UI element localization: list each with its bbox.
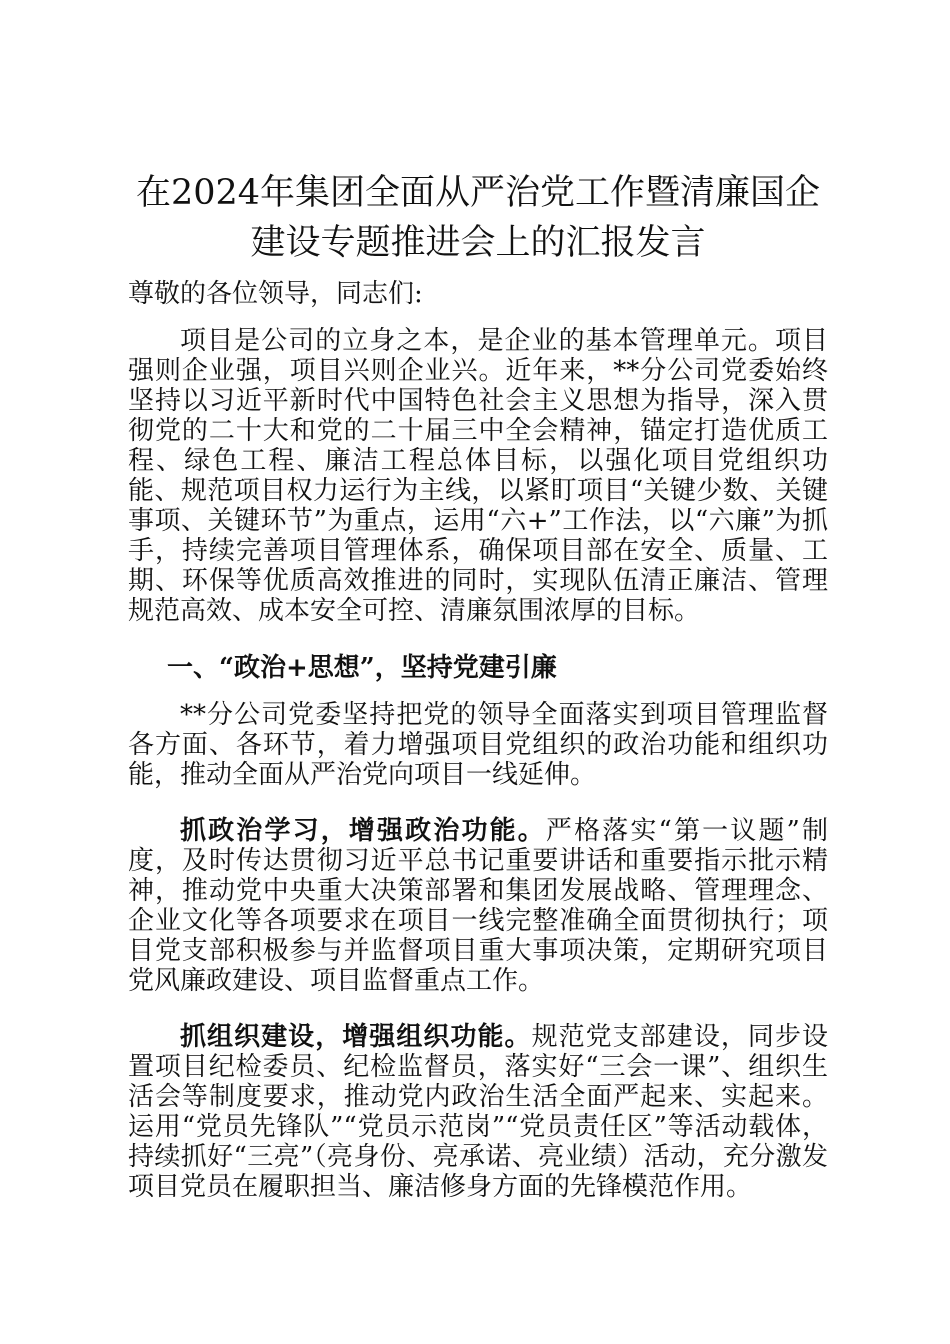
- section-1-intro-paragraph: **分公司党委坚持把党的领导全面落实到项目管理监督各方面、各环节，着力增强项目党组织的政治功能和组织功能，推动全面从严治党向项目一线延伸。: [128, 700, 828, 790]
- salutation: 尊敬的各位领导，同志们:: [128, 279, 423, 309]
- point-1-paragraph: [128, 816, 828, 996]
- document-title: [128, 168, 828, 268]
- intro-paragraph: 项目是公司的立身之本，是企业的基本管理单元。项目强则企业强，项目兴则企业兴。近年来，**分公司党委始终坚持以习近平新时代中国特色社会主义思想为指导，深入贯彻党的二十大和党的二十届三中全会精神，锚定打造优质工程、绿色工程、廉洁工程总体目标，以强化项目党组织功能、规范项目权力运行为主线，以紧盯项目“关键少数、关键事项、关键环节”为重点，运用“六+”工作法，以“六廉”为抓手，持续完善项目管理体系，确保项目部在安全、质量、工期、环保等优质高效推进的同时，实现队伍清正廉洁、管理规范高效、成本安全可控、清廉氛围浓厚的目标。: [128, 326, 828, 626]
- title-line-1: 在2024年集团全面从严治党工作暨清廉国企: [135, 173, 821, 213]
- section-heading-1: 一、“政治+思想”，坚持党建引廉: [167, 653, 557, 683]
- document-page: [128, 168, 828, 1202]
- title-line-2: 建设专题推进会上的汇报发言: [250, 223, 706, 263]
- point-2-body: 规范党支部建设，同步设置项目纪检委员、纪检监督员，落实好“三会一课”、组织生活会等制度要求，推动党内政治生活全面严起来、实起来。运用“党员先锋队”“党员示范岗”“党员责任区”等活动载体，持续抓好“三亮”（亮身份、亮承诺、亮业绩）活动，充分激发项目党员在履职担当、廉洁修身方面的先锋模范作用。: [128, 1022, 828, 1202]
- point-1-body: 严格落实“第一议题”制度，及时传达贯彻习近平总书记重要讲话和重要指示批示精神，推动党中央重大决策部署和集团发展战略、管理理念、企业文化等各项要求在项目一线完整准确全面贯彻执行；项目党支部积极参与并监督项目重大事项决策，定期研究项目党风廉政建设、项目监督重点工作。: [128, 816, 828, 996]
- point-2-paragraph: [128, 1022, 828, 1202]
- point-1-lead: 抓政治学习，增强政治功能。: [180, 816, 546, 846]
- point-2-lead: 抓组织建设，增强组织功能。: [180, 1022, 532, 1052]
